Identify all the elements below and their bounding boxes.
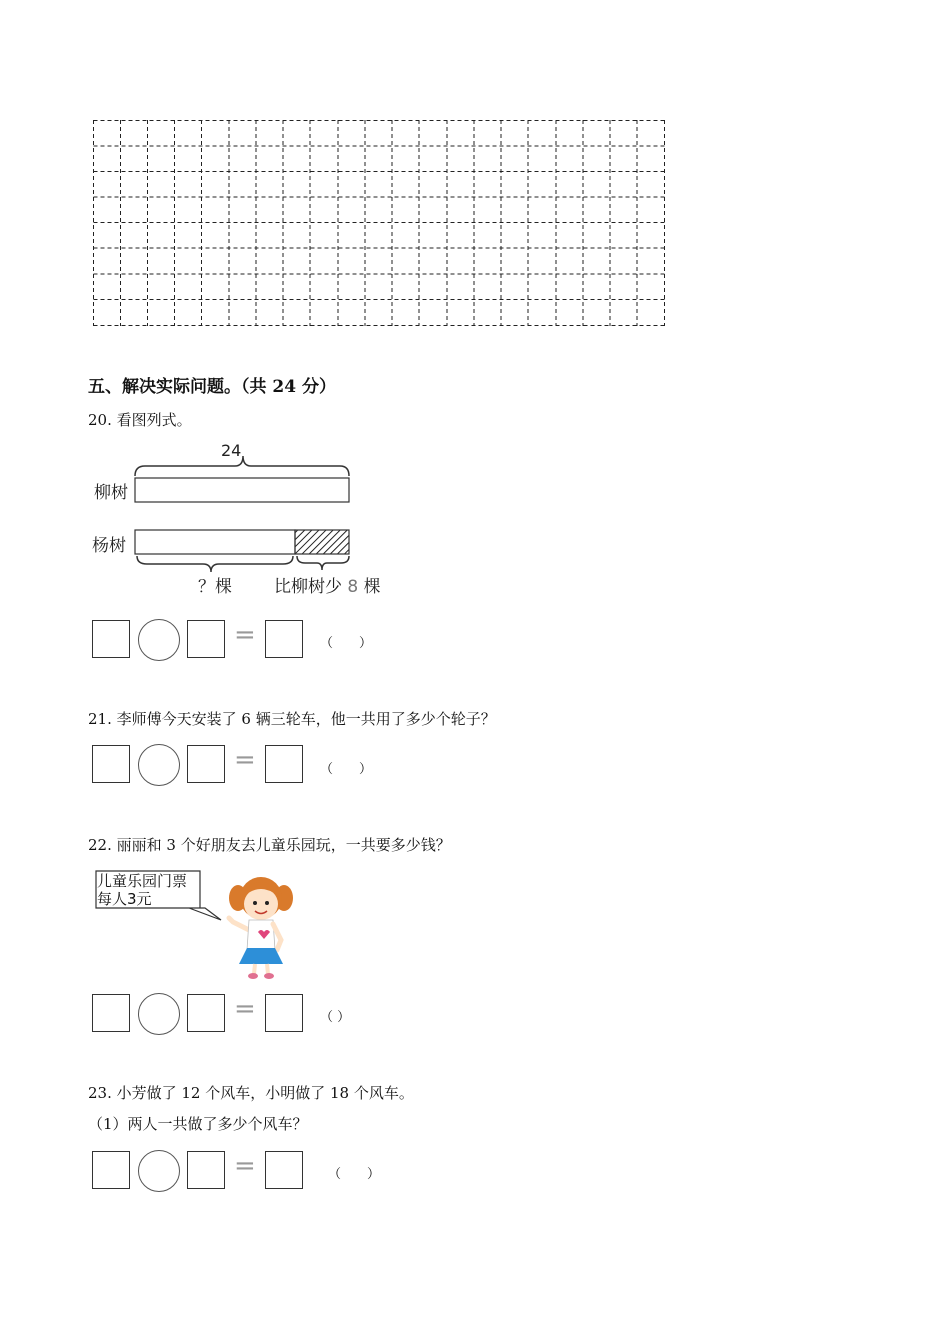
q20-operator-circle[interactable] <box>138 619 180 661</box>
q23-operator-circle[interactable] <box>138 1150 180 1192</box>
q22-equals-sign: = <box>234 994 256 1024</box>
q20-operand1-box[interactable] <box>92 620 130 658</box>
q22-unit-paren[interactable]: （ ） <box>320 1010 351 1025</box>
q21-equals-sign: = <box>234 745 256 775</box>
question-20-text: 20. 看图列式。 <box>88 411 192 429</box>
q20-unknown-label: ？棵 <box>198 577 232 597</box>
q23-unit-paren[interactable]: （ ） <box>328 1167 381 1182</box>
question-23-sub1: （1）两人一共做了多少个风车？ <box>88 1115 308 1133</box>
question-21-text: 21. 李师傅今天安装了 6 辆三轮车，他一共用了多少个轮子？ <box>88 710 496 728</box>
q20-operand2-box[interactable] <box>187 620 225 658</box>
q20-result-box[interactable] <box>265 620 303 658</box>
q22-result-box[interactable] <box>265 994 303 1032</box>
q21-unit-paren[interactable]: （ ） <box>320 762 373 777</box>
q21-operand2-box[interactable] <box>187 745 225 783</box>
q21-result-box[interactable] <box>265 745 303 783</box>
q23-equals-sign: = <box>234 1151 256 1181</box>
q20-difference-label: 比柳树少 8 棵 <box>274 577 381 597</box>
q23-result-box[interactable] <box>265 1151 303 1189</box>
writing-grid <box>93 120 665 326</box>
section-title: 五、解决实际问题。（共 24 分） <box>88 377 336 397</box>
q21-operator-circle[interactable] <box>138 744 180 786</box>
q22-bubble-line1: 儿童乐园门票 <box>97 872 188 890</box>
q22-operator-circle[interactable] <box>138 993 180 1035</box>
q20-willow-label: 柳树 <box>94 483 128 503</box>
question-22-text: 22. 丽丽和 3 个好朋友去儿童乐园玩，一共要多少钱？ <box>88 836 451 854</box>
q21-operand1-box[interactable] <box>92 745 130 783</box>
q22-bubble-line2: 每人3元 <box>97 890 152 908</box>
girl-icon <box>229 877 293 979</box>
q20-poplar-label: 杨树 <box>92 536 126 556</box>
q20-total-label: 24 <box>221 441 242 460</box>
q20-unit-paren[interactable]: （ ） <box>320 636 373 651</box>
question-23-text: 23. 小芳做了 12 个风车，小明做了 18 个风车。 <box>88 1084 414 1102</box>
q23-operand2-box[interactable] <box>187 1151 225 1189</box>
q23-operand1-box[interactable] <box>92 1151 130 1189</box>
q22-operand2-box[interactable] <box>187 994 225 1032</box>
q22-operand1-box[interactable] <box>92 994 130 1032</box>
q20-equals-sign: = <box>234 620 256 650</box>
